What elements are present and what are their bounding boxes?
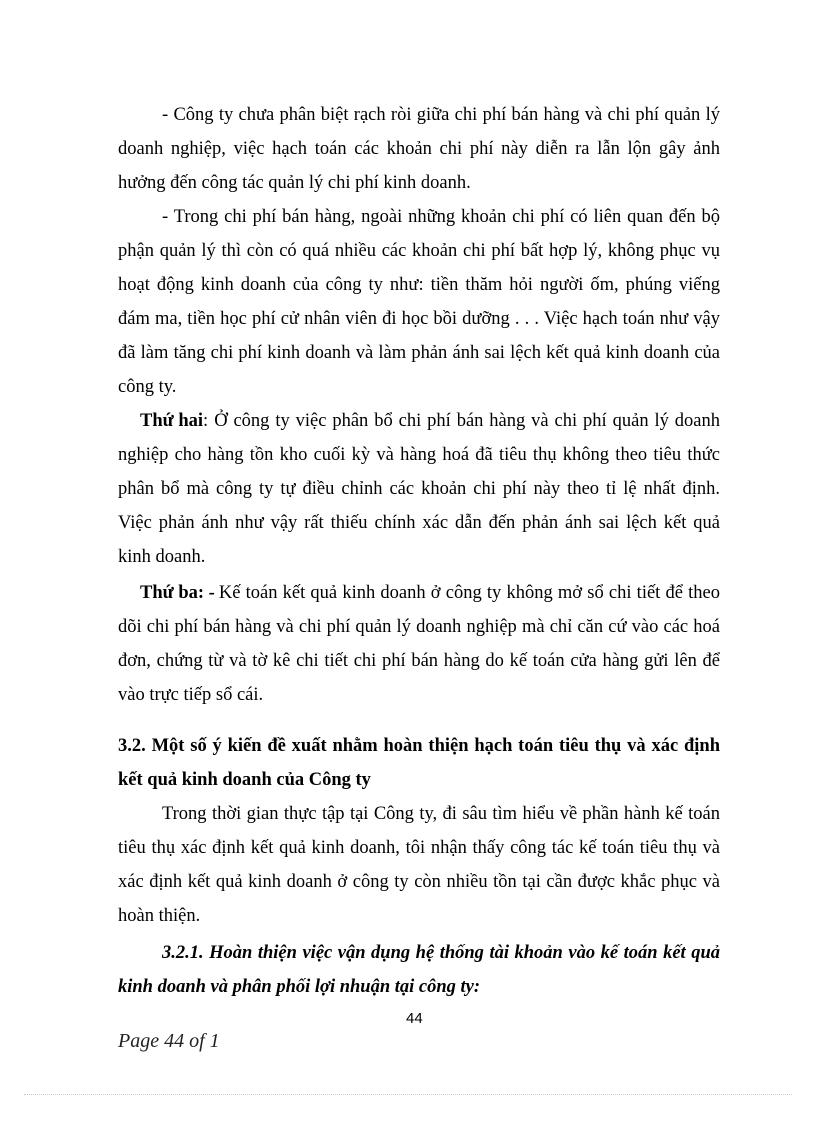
paragraph-line: công ty. (118, 377, 177, 397)
paragraph-line: hoạt động kinh doanh của công ty như: tiền thăm hỏi người ốm, phúng viếng (118, 275, 720, 295)
paragraph-line-thu-hai (140, 410, 720, 432)
paragraph-line: đơn, chứng từ và tờ kê chi tiết chi phí bán hàng do kế toán cửa hàng gửi lên để (118, 651, 720, 671)
paragraph-line: vào trực tiếp sổ cái. (118, 685, 264, 705)
page-number: 44 (406, 1010, 423, 1027)
page-break-divider (24, 1094, 792, 1095)
paragraph-text: Kế toán kết quả kinh doanh ở công ty không mở sổ chi tiết để theo (218, 583, 720, 603)
paragraph-line: phận quản lý thì còn có quá nhiều các khoản chi phí bất hợp lý, không phục vụ (118, 241, 720, 261)
page-footer: Page 44 of 1 (118, 1030, 220, 1052)
paragraph-line: dõi chi phí bán hàng và chi phí quản lý doanh nghiệp mà chỉ căn cứ vào các hoá (118, 617, 720, 637)
paragraph-line: phân bổ mà công ty tự điều chỉnh các khoản chi phí này theo tỉ lệ nhất định. (118, 479, 720, 499)
paragraph-line: - Trong chi phí bán hàng, ngoài những khoản chi phí có liên quan đến bộ (162, 207, 720, 227)
paragraph-text: Ở công ty việc phân bổ chi phí bán hàng và chi phí quản lý doanh (214, 411, 720, 431)
paragraph-line: doanh nghiệp, việc hạch toán các khoản chi phí này diễn ra lẫn lộn gây ảnh (118, 139, 720, 159)
paragraph-line: Trong thời gian thực tập tại Công ty, đi sâu tìm hiểu về phần hành kế toán (162, 804, 720, 824)
colon: : (203, 411, 209, 431)
paragraph-line: đã làm tăng chi phí kinh doanh và làm phản ánh sai lệch kết quả kinh doanh của (118, 343, 720, 363)
paragraph-line: Việc phản ánh như vậy rất thiếu chính xác dẫn đến phản ánh sai lệch kết quả (118, 513, 720, 533)
paragraph-line: kinh doanh. (118, 547, 206, 567)
paragraph-line: nghiệp cho hàng tồn kho cuối kỳ và hàng hoá đã tiêu thụ không theo tiêu thức (118, 445, 720, 465)
paragraph-line: xác định kết quả kinh doanh ở công ty còn nhiều tồn tại cần được khắc phục và (118, 872, 720, 892)
subsection-heading: 3.2.1. Hoàn thiện việc vận dụng hệ thống tài khoản vào kế toán kết quả (162, 943, 720, 963)
label-thu-ba: Thứ ba: - (140, 583, 215, 603)
paragraph-line: - Công ty chưa phân biệt rạch ròi giữa chi phí bán hàng và chi phí quản lý (162, 105, 720, 125)
section-heading: 3.2. Một số ý kiến đề xuất nhằm hoàn thiện hạch toán tiêu thụ và xác định (118, 736, 720, 756)
paragraph-line-thu-ba (140, 582, 720, 604)
label-thu-hai: Thứ hai (140, 411, 204, 431)
paragraph-line: đám ma, tiền học phí cử nhân viên đi học bồi dưỡng . . . Việc hạch toán như vậy (118, 309, 720, 329)
subsection-heading: kinh doanh và phân phối lợi nhuận tại công ty: (118, 977, 481, 997)
paragraph-line: tiêu thụ xác định kết quả kinh doanh, tôi nhận thấy công tác kế toán tiêu thụ và (118, 838, 720, 858)
paragraph-line: hoàn thiện. (118, 906, 201, 926)
section-heading: kết quả kinh doanh của Công ty (118, 770, 371, 790)
paragraph-line: hưởng đến công tác quản lý chi phí kinh doanh. (118, 173, 471, 193)
